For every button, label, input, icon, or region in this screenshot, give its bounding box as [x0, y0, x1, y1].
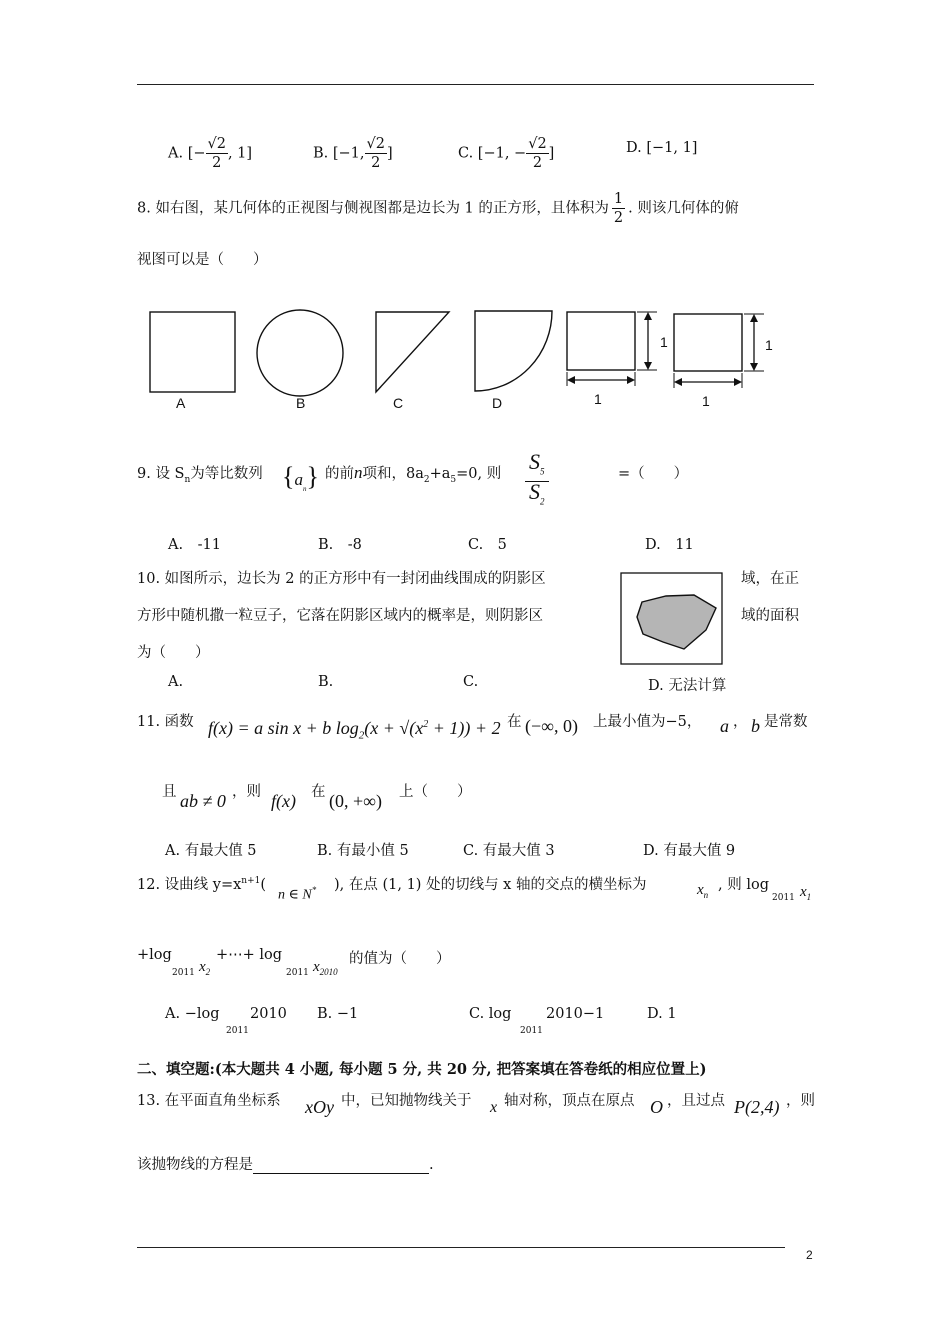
q9-sequence: $\{a_n\}$ [282, 462, 319, 494]
q13-line1e: ，则 [786, 1093, 815, 1109]
q11-option-d: D. 有最大值 9 [643, 843, 736, 859]
q12-line2b: +⋯+ log [216, 947, 283, 963]
q11-line2a: 且 [162, 784, 177, 800]
q8-line2: 视图可以是（ ） [137, 252, 268, 268]
q12-line2-sub2: 2011 [286, 968, 309, 978]
q12-option-b: B. −1 [317, 1006, 359, 1022]
q12-line2-sub1: 2011 [172, 968, 195, 978]
q12-xn: $x_n$ [697, 882, 709, 900]
q11-min: 上最小值为−5， [593, 714, 702, 730]
figure-label-b: B [296, 395, 306, 411]
q11-function: f(x) = a sin x + b $\log_2(x + √(x^2 + 1)) + 2$ [208, 718, 501, 742]
q12-line2c: 的值为（ ） [349, 951, 451, 967]
q12-option-c-post: 2010−1 [546, 1006, 605, 1022]
q11-interval2: (0, +∞) [329, 791, 382, 811]
q13-origin: O [650, 1097, 663, 1117]
q9-option-b: B. -8 [318, 537, 362, 553]
front-view-dim-height: 1 [660, 334, 668, 350]
q8-line1: 8. 如右图，某几何体的正视图与侧视图都是边长为 1 的正方形，且体积为 $\frac{1}{2}$ . 则该几何体的俯 [137, 191, 739, 226]
side-view-dim-height: 1 [765, 337, 773, 353]
q11-line2b: ，则 [232, 784, 261, 800]
q12-option-a-post: 2010 [250, 1006, 287, 1022]
q12-option-d: D. 1 [647, 1006, 677, 1022]
header-rule [137, 84, 814, 85]
q10-shaded-region [637, 595, 716, 649]
q10-option-d: D. 无法计算 [648, 678, 727, 694]
q13-answer-blank[interactable] [253, 1159, 429, 1174]
q11-zai: 在 [507, 714, 522, 730]
q11-line2c: 在 [311, 784, 326, 800]
footer-rule [137, 1247, 785, 1248]
q10-line2b: 域的面积 [741, 608, 799, 624]
front-view-dim-width: 1 [594, 391, 602, 407]
q11-interval1: (−∞, 0) [525, 716, 578, 736]
q13-line1d: ，且过点 [667, 1093, 725, 1109]
q11-line2d: 上（ ） [399, 784, 472, 800]
q11-option-b: B. 有最小值 5 [317, 843, 409, 859]
q10-option-b: B. [318, 674, 334, 690]
front-view-square [567, 312, 635, 370]
q11-fx: f(x) [271, 791, 296, 811]
figure-label-c: C [393, 395, 404, 411]
q13-x: x [490, 1099, 498, 1116]
page-number: 2 [806, 1248, 813, 1262]
q9-equals: =（ ） [618, 466, 689, 482]
figure-label-a: A [176, 395, 186, 411]
q10-line3: 为（ ） [137, 645, 210, 661]
q12-x2010: $x_{2010}$ [313, 959, 338, 977]
q10-line1b: 域，在正 [741, 571, 799, 587]
q9-option-c: C. 5 [468, 537, 507, 553]
q12-log-sub: 2011 [772, 893, 795, 903]
q9-line-2: 的前n项和，$8a_2+a_5=0$, 则 [325, 463, 502, 485]
q11-option-a: A. 有最大值 5 [165, 843, 257, 859]
q7-option-c: C. [−1, − $\frac{√2}{2}$ ] [458, 136, 555, 171]
q11-const: 是常数 [764, 714, 808, 730]
q12-option-c-sub: 2011 [520, 1026, 543, 1036]
q7-option-b: B. [−1, $\frac{√2}{2}$ ] [313, 136, 393, 171]
side-view-dim-width: 1 [702, 393, 710, 409]
q12-x1: $x_1$ [800, 884, 812, 902]
q12-log-start: , 则 log [718, 877, 769, 893]
q9-fraction: $S_5$ $S_2$ [525, 452, 549, 512]
q9-option-d: D. 11 [645, 537, 694, 553]
q9-line: 9. 设 $S_n$为等比数列 [137, 466, 263, 485]
q11-comma: ， [733, 714, 748, 730]
q12-line1: 12. 设曲线 $y=x^{n+1}$( [137, 876, 267, 893]
q13-line2: 该抛物线的方程是 . [137, 1157, 434, 1173]
q10-line1a: 10. 如图所示，边长为 2 的正方形中有一封闭曲线围成的阴影区 [137, 571, 546, 587]
q13-xoy: xOy [305, 1097, 334, 1117]
q12-line2a: +log [137, 947, 172, 963]
figure-d-quarter-circle [475, 311, 552, 391]
q11-option-c: C. 有最大值 3 [463, 843, 555, 859]
q12-cond: n ∈ N* [278, 885, 317, 903]
q10-option-c: C. [463, 674, 479, 690]
q12-x2: $x_2$ [199, 959, 211, 977]
figure-label-d: D [492, 395, 503, 411]
section-2-title: 二、填空题:(本大题共 4 小题, 每小题 5 分, 共 20 分, 把答案填在答卷纸的相应位置上) [137, 1061, 707, 1078]
figure-b-circle [257, 310, 343, 396]
q9-option-a: A. -11 [168, 537, 221, 553]
side-view-square [674, 314, 742, 371]
q11-b: b [751, 716, 760, 736]
q13-line1a: 13. 在平面直角坐标系 [137, 1093, 281, 1109]
figure-a-square [150, 312, 235, 392]
q11-label: 11. 函数 [137, 714, 194, 730]
q11-cond: ab ≠ 0 [180, 791, 226, 811]
q7-option-a: A. [− $\frac{√2}{2}$ , 1] [168, 136, 253, 171]
q13-line1b: 中，已知抛物线关于 [341, 1093, 472, 1109]
q13-line1c: 轴对称，顶点在原点 [504, 1093, 635, 1109]
q12-option-a: A. −log [165, 1006, 220, 1022]
figure-c-triangle [376, 312, 449, 392]
q10-option-a: A. [168, 674, 184, 690]
q12-option-c: C. log [469, 1006, 512, 1022]
q12-option-a-sub: 2011 [226, 1026, 249, 1036]
q7-option-d: D. [−1, 1] [626, 140, 698, 156]
q11-a: a [720, 716, 729, 736]
q10-figure [620, 572, 725, 667]
q13-point: P(2,4) [734, 1097, 780, 1117]
q12-line1-rest: ), 在点 (1, 1) 处的切线与 x 轴的交点的横坐标为 [334, 877, 647, 893]
q8-figures [140, 300, 790, 420]
q10-line2a: 方形中随机撒一粒豆子，它落在阴影区域内的概率是，则阴影区 [137, 608, 543, 624]
